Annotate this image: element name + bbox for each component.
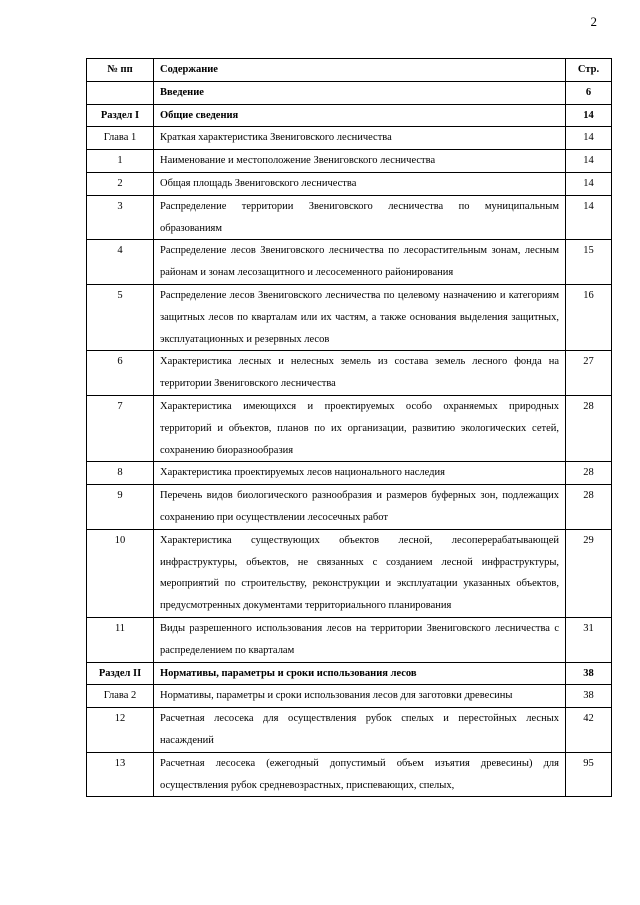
contents-body bbox=[87, 81, 612, 797]
row-number: 3 bbox=[87, 195, 154, 240]
table-row bbox=[87, 685, 612, 708]
row-page: 16 bbox=[566, 284, 612, 350]
row-content: Распределение лесов Звениговского лесничества по лесорастительным зонам, лесным районам и зонам лесозащитного и лесосеменного районирования bbox=[154, 240, 566, 285]
row-page: 28 bbox=[566, 395, 612, 461]
contents-table bbox=[86, 58, 612, 797]
row-page: 27 bbox=[566, 351, 612, 396]
table-row bbox=[87, 127, 612, 150]
row-page: 14 bbox=[566, 172, 612, 195]
row-content: Общие сведения bbox=[154, 104, 566, 127]
header-content: Содержание bbox=[154, 59, 566, 82]
row-content: Общая площадь Звениговского лесничества bbox=[154, 172, 566, 195]
row-content: Характеристика лесных и нелесных земель из состава земель лесного фонда на территории Звениговского лесничества bbox=[154, 351, 566, 396]
table-row bbox=[87, 708, 612, 753]
row-page: 38 bbox=[566, 685, 612, 708]
row-number: 5 bbox=[87, 284, 154, 350]
row-content: Нормативы, параметры и сроки использования лесов для заготовки древесины bbox=[154, 685, 566, 708]
row-number: 1 bbox=[87, 150, 154, 173]
table-row bbox=[87, 617, 612, 662]
row-content: Распределение территории Звениговского лесничества по муниципальным образованиям bbox=[154, 195, 566, 240]
row-number: 7 bbox=[87, 395, 154, 461]
table-row bbox=[87, 172, 612, 195]
row-content: Введение bbox=[154, 81, 566, 104]
row-content: Наименование и местоположение Звениговского лесничества bbox=[154, 150, 566, 173]
row-number: 4 bbox=[87, 240, 154, 285]
row-page: 95 bbox=[566, 752, 612, 797]
table-row bbox=[87, 351, 612, 396]
row-page: 28 bbox=[566, 485, 612, 530]
row-page: 14 bbox=[566, 127, 612, 150]
row-number: 8 bbox=[87, 462, 154, 485]
page-number: 2 bbox=[590, 14, 597, 29]
row-number: Раздел II bbox=[87, 662, 154, 685]
row-page: 29 bbox=[566, 529, 612, 617]
table-row bbox=[87, 284, 612, 350]
row-number: 6 bbox=[87, 351, 154, 396]
row-content: Перечень видов биологического разнообразия и размеров буферных зон, подлежащих сохранению при осуществлении лесосечных работ bbox=[154, 485, 566, 530]
table-row bbox=[87, 529, 612, 617]
row-content: Виды разрешенного использования лесов на территории Звениговского лесничества с распределением по кварталам bbox=[154, 617, 566, 662]
row-content: Распределение лесов Звениговского лесничества по целевому назначению и категориям защитных лесов по кварталам или их частям, а также основания выделения защитных, эксплуатационных и резервных лесов bbox=[154, 284, 566, 350]
row-page: 6 bbox=[566, 81, 612, 104]
row-content: Характеристика существующих объектов лесной, лесоперерабатывающей инфраструктуры, объектов, не связанных с созданием лесной инфраструктуры, мероприятий по строительству, реконструкции и эксплуатации указанных объектов, предусмотренных документами территориального планирования bbox=[154, 529, 566, 617]
row-page: 15 bbox=[566, 240, 612, 285]
table-row bbox=[87, 81, 612, 104]
row-content: Характеристика имеющихся и проектируемых особо охраняемых природных территорий и объектов, планов по их организации, развитию экологических сетей, сохранению биоразнообразия bbox=[154, 395, 566, 461]
header-row bbox=[87, 59, 612, 82]
table-row bbox=[87, 150, 612, 173]
row-page: 14 bbox=[566, 195, 612, 240]
row-number: Глава 1 bbox=[87, 127, 154, 150]
row-number: 11 bbox=[87, 617, 154, 662]
table-row bbox=[87, 195, 612, 240]
row-number: 10 bbox=[87, 529, 154, 617]
row-number: 9 bbox=[87, 485, 154, 530]
row-page: 14 bbox=[566, 150, 612, 173]
table-row bbox=[87, 662, 612, 685]
row-content: Краткая характеристика Звениговского лесничества bbox=[154, 127, 566, 150]
table-row bbox=[87, 104, 612, 127]
table-row bbox=[87, 462, 612, 485]
row-page: 28 bbox=[566, 462, 612, 485]
row-page: 14 bbox=[566, 104, 612, 127]
row-content: Расчетная лесосека для осуществления рубок спелых и перестойных лесных насаждений bbox=[154, 708, 566, 753]
table-row bbox=[87, 485, 612, 530]
row-content: Расчетная лесосека (ежегодный допустимый объем изъятия древесины) для осуществления рубок средневозрастных, приспевающих, спелых, bbox=[154, 752, 566, 797]
row-number bbox=[87, 81, 154, 104]
row-number: Глава 2 bbox=[87, 685, 154, 708]
row-page: 38 bbox=[566, 662, 612, 685]
row-number: 2 bbox=[87, 172, 154, 195]
table-row bbox=[87, 752, 612, 797]
row-number: 13 bbox=[87, 752, 154, 797]
header-page: Стр. bbox=[566, 59, 612, 82]
table-row bbox=[87, 395, 612, 461]
row-page: 31 bbox=[566, 617, 612, 662]
row-content: Характеристика проектируемых лесов национального наследия bbox=[154, 462, 566, 485]
row-content: Нормативы, параметры и сроки использования лесов bbox=[154, 662, 566, 685]
row-page: 42 bbox=[566, 708, 612, 753]
header-num: № пп bbox=[87, 59, 154, 82]
row-number: Раздел I bbox=[87, 104, 154, 127]
table-row bbox=[87, 240, 612, 285]
row-number: 12 bbox=[87, 708, 154, 753]
